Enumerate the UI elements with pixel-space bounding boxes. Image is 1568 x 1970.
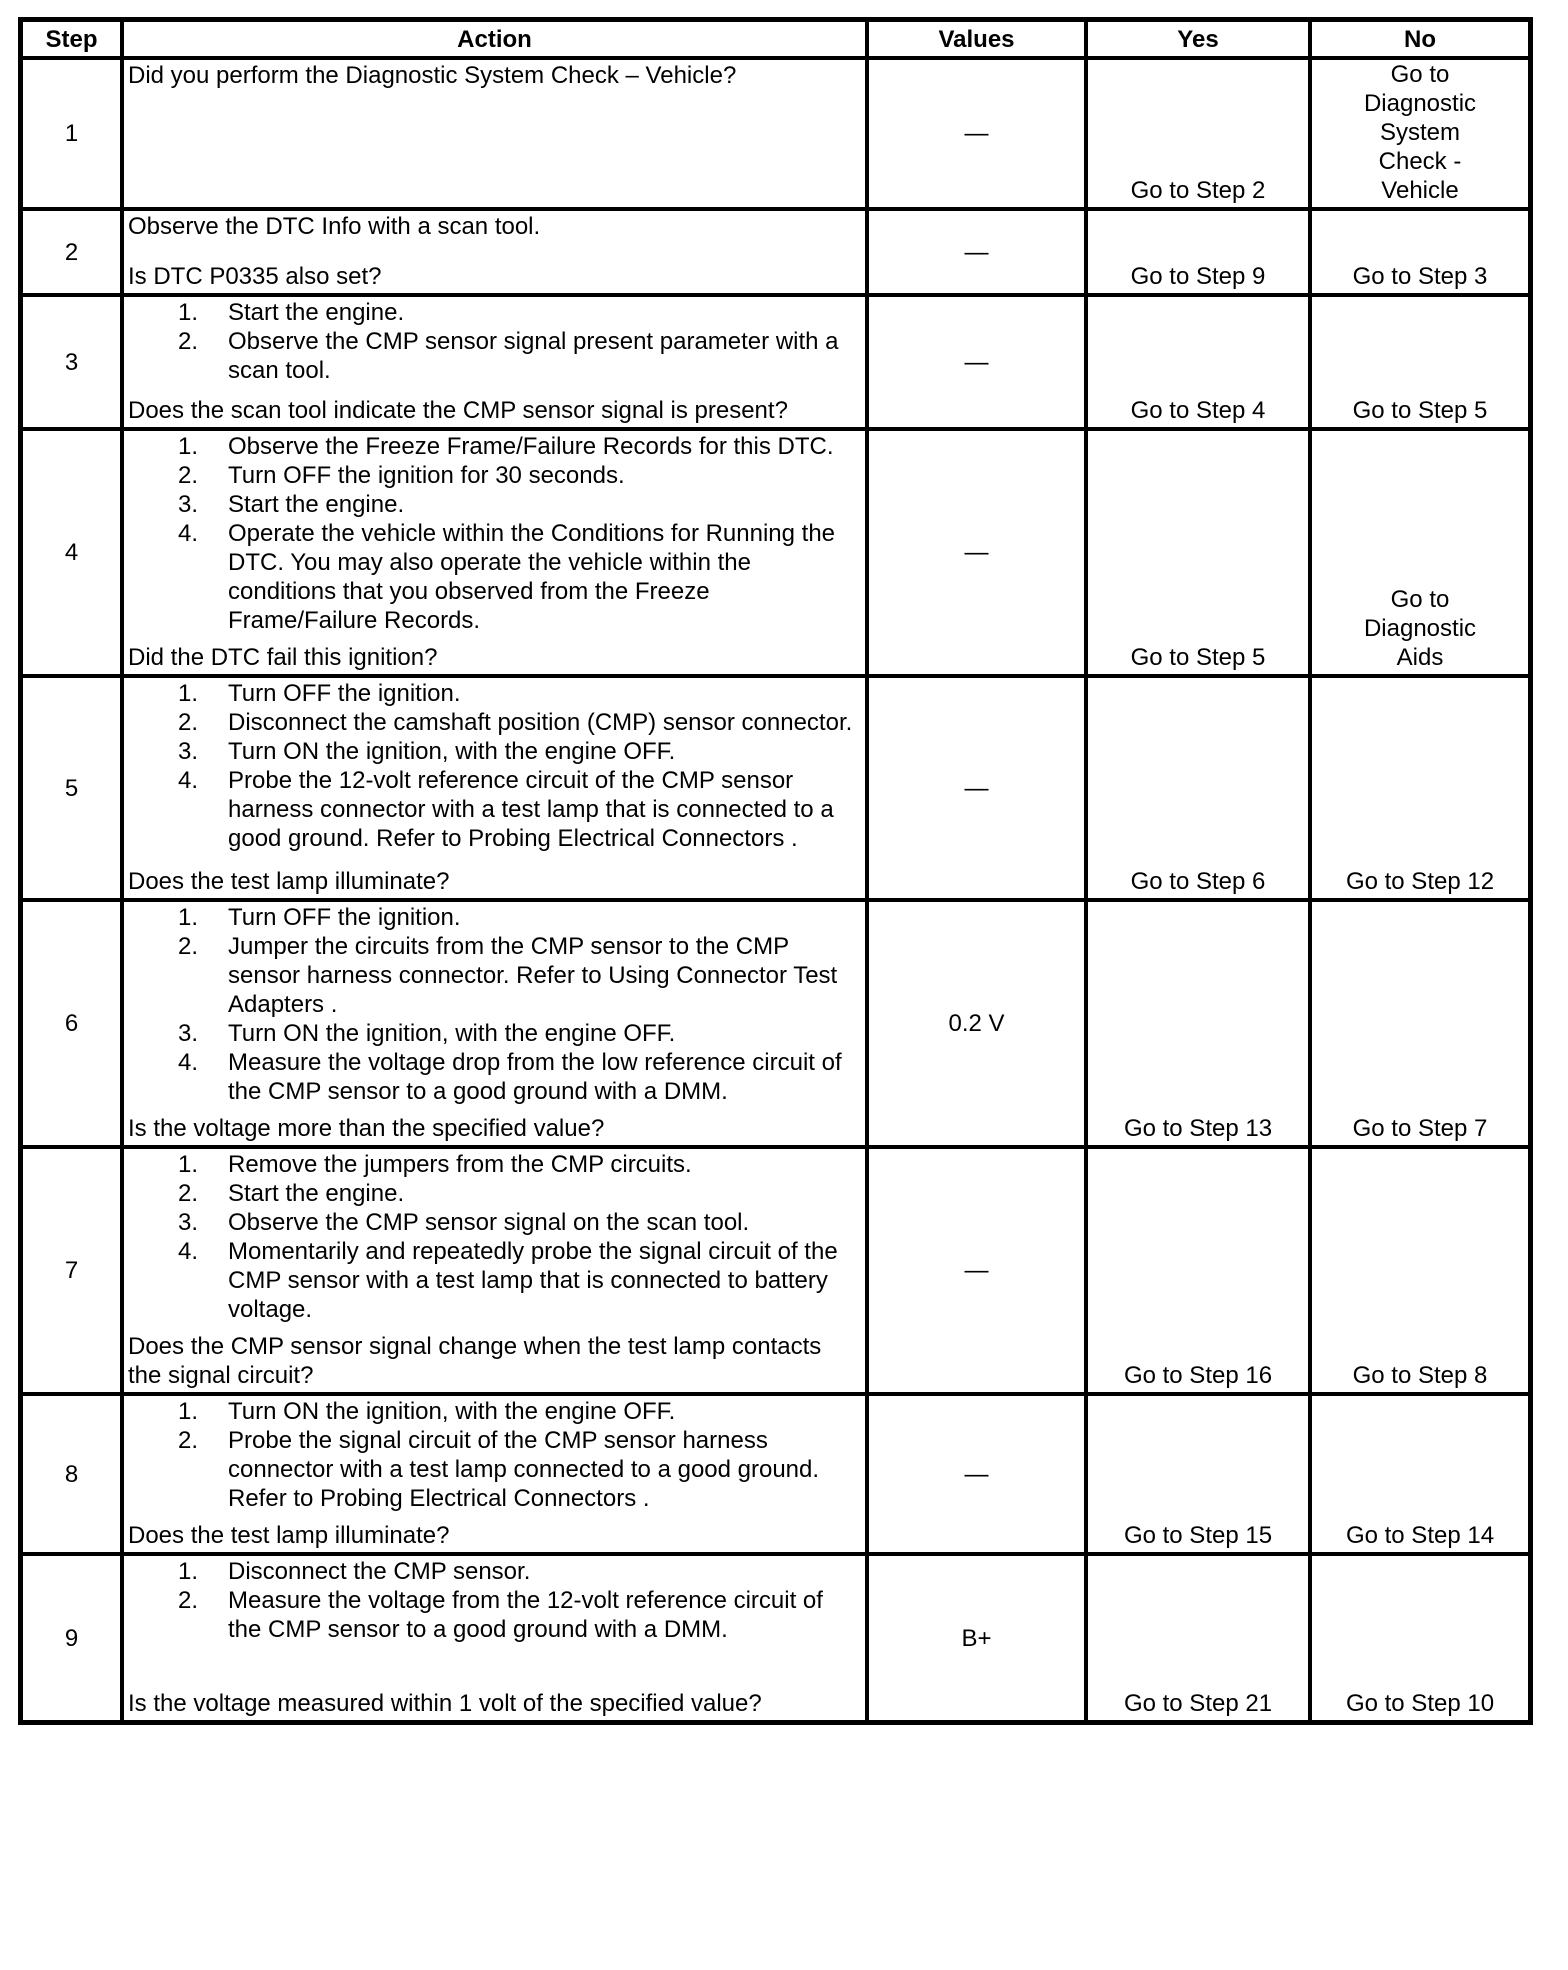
procedure-item-number: 2. — [178, 1180, 199, 1207]
step-number: 5 — [23, 678, 120, 898]
action-top — [128, 61, 861, 90]
procedure-item-text: Turn ON the ignition, with the engine OFF. — [228, 1398, 676, 1425]
procedure-list — [128, 432, 861, 635]
step-number: 2 — [23, 211, 120, 293]
procedure-item-number: 4. — [178, 767, 199, 794]
procedure-list — [128, 1557, 861, 1644]
no-cell-text: Go to Step 14 — [1345, 1522, 1495, 1549]
procedure-list — [128, 679, 861, 853]
procedure-item-number: 4. — [178, 1238, 199, 1265]
yes-cell: Go to Step 6 — [1088, 678, 1308, 898]
procedure-item — [128, 766, 861, 853]
action-question: Does the CMP sensor signal change when the test lamp contacts the signal circuit? — [128, 1333, 822, 1389]
no-cell — [1312, 431, 1528, 674]
action-cell — [124, 1149, 865, 1392]
procedure-item-text: Observe the CMP sensor signal present parameter with a scan tool. — [228, 328, 839, 384]
procedure-item — [128, 1048, 861, 1106]
action-top — [128, 432, 861, 635]
action-cell — [124, 1396, 865, 1552]
procedure-item-text: Turn OFF the ignition. — [228, 680, 461, 707]
procedure-item — [128, 903, 861, 932]
procedure-item-text: Turn OFF the ignition. — [228, 904, 461, 931]
action-question: Did the DTC fail this ignition? — [128, 644, 438, 671]
yes-cell: Go to Step 16 — [1088, 1149, 1308, 1392]
procedure-item — [128, 1557, 861, 1586]
values-cell: — — [869, 678, 1084, 898]
procedure-item-number: 2. — [178, 328, 199, 355]
action-cell — [124, 431, 865, 674]
procedure-list — [128, 298, 861, 385]
procedure-item-number: 3. — [178, 491, 199, 518]
procedure-item — [128, 1586, 861, 1644]
procedure-item-number: 1. — [178, 299, 199, 326]
table-row — [23, 1396, 1528, 1552]
action-question: Is DTC P0335 also set? — [128, 263, 382, 290]
no-cell-text: Go to Step 3 — [1352, 263, 1488, 290]
procedure-item — [128, 490, 861, 519]
no-cell — [1312, 1556, 1528, 1720]
action-cell — [124, 211, 865, 293]
header-row — [23, 22, 1528, 56]
step-number: 3 — [23, 297, 120, 427]
action-cell — [124, 678, 865, 898]
table-row — [23, 1556, 1528, 1720]
no-cell-text: Go to Step 10 — [1345, 1690, 1495, 1717]
table-row — [23, 678, 1528, 898]
table-row — [23, 1149, 1528, 1392]
procedure-item — [128, 1019, 861, 1048]
values-cell: — — [869, 1149, 1084, 1392]
action-question: Does the test lamp illuminate? — [128, 1522, 450, 1549]
no-cell — [1312, 211, 1528, 293]
values-cell: B+ — [869, 1556, 1084, 1720]
action-top — [128, 1150, 861, 1324]
procedure-item-number: 1. — [178, 1558, 199, 1585]
yes-cell: Go to Step 5 — [1088, 431, 1308, 674]
procedure-item-text: Momentarily and repeatedly probe the signal circuit of the CMP sensor with a test lamp that is connected to battery voltage. — [228, 1238, 838, 1323]
yes-cell: Go to Step 4 — [1088, 297, 1308, 427]
values-cell: — — [869, 211, 1084, 293]
no-cell-text: Go to Step 12 — [1345, 868, 1495, 895]
no-cell — [1312, 1149, 1528, 1392]
action-content — [128, 298, 861, 425]
values-cell: — — [869, 60, 1084, 207]
action-top — [128, 1397, 861, 1513]
action-question: Is the voltage more than the specified value? — [128, 1115, 605, 1142]
action-content — [128, 432, 861, 672]
header-no: No — [1312, 22, 1528, 56]
action-question: Is the voltage measured within 1 volt of the specified value? — [128, 1690, 762, 1717]
table-row — [23, 902, 1528, 1145]
procedure-item-text: Turn ON the ignition, with the engine OFF. — [228, 738, 676, 765]
procedure-item — [128, 1426, 861, 1513]
procedure-list — [128, 1397, 861, 1513]
diagnostic-table — [18, 17, 1533, 1725]
procedure-item-number: 3. — [178, 738, 199, 765]
no-cell-text: Go to Diagnostic Aids — [1363, 586, 1477, 671]
action-cell — [124, 1556, 865, 1720]
procedure-item — [128, 1237, 861, 1324]
action-content — [128, 1397, 861, 1550]
action-cell — [124, 297, 865, 427]
procedure-item — [128, 1397, 861, 1426]
action-top — [128, 212, 861, 241]
procedure-item — [128, 461, 861, 490]
procedure-item — [128, 298, 861, 327]
procedure-item-number: 2. — [178, 462, 199, 489]
values-cell: — — [869, 431, 1084, 674]
action-top — [128, 1557, 861, 1644]
procedure-item-number: 2. — [178, 1587, 199, 1614]
action-cell — [124, 60, 865, 207]
yes-cell: Go to Step 15 — [1088, 1396, 1308, 1552]
procedure-item — [128, 432, 861, 461]
procedure-item-text: Start the engine. — [228, 299, 405, 326]
no-cell — [1312, 60, 1528, 207]
procedure-item — [128, 708, 861, 737]
procedure-item-number: 4. — [178, 1049, 199, 1076]
procedure-item — [128, 1208, 861, 1237]
values-cell: — — [869, 297, 1084, 427]
step-number: 8 — [23, 1396, 120, 1552]
procedure-item-text: Turn ON the ignition, with the engine OFF. — [228, 1020, 676, 1047]
step-number: 9 — [23, 1556, 120, 1720]
procedure-item-text: Probe the signal circuit of the CMP sensor harness connector with a test lamp connected to a good ground. Refer to Probing Electrical Connectors . — [228, 1427, 820, 1512]
procedure-item-number: 1. — [178, 1398, 199, 1425]
action-top — [128, 903, 861, 1106]
procedure-item-text: Probe the 12-volt reference circuit of the CMP sensor harness connector with a test lamp that is connected to a good ground. Refer to Probing Electrical Connectors . — [228, 767, 834, 852]
procedure-item-text: Start the engine. — [228, 1180, 405, 1207]
header-step: Step — [23, 22, 120, 56]
table-row — [23, 211, 1528, 293]
procedure-item — [128, 932, 861, 1019]
table-row — [23, 60, 1528, 207]
procedure-item-number: 2. — [178, 709, 199, 736]
no-cell — [1312, 902, 1528, 1145]
procedure-item — [128, 1150, 861, 1179]
procedure-item — [128, 679, 861, 708]
procedure-list — [128, 903, 861, 1106]
procedure-item — [128, 327, 861, 385]
action-top — [128, 298, 861, 385]
no-cell-text: Go to Step 5 — [1352, 397, 1488, 424]
procedure-item-text: Measure the voltage drop from the low reference circuit of the CMP sensor to a good ground with a DMM. — [228, 1049, 842, 1105]
values-cell: — — [869, 1396, 1084, 1552]
no-cell — [1312, 1396, 1528, 1552]
procedure-item-number: 4. — [178, 520, 199, 547]
action-top — [128, 679, 861, 853]
procedure-item-text: Start the engine. — [228, 491, 405, 518]
yes-cell: Go to Step 9 — [1088, 211, 1308, 293]
procedure-item — [128, 1179, 861, 1208]
procedure-item — [128, 519, 861, 635]
procedure-item-text: Disconnect the CMP sensor. — [228, 1558, 531, 1585]
yes-cell: Go to Step 21 — [1088, 1556, 1308, 1720]
procedure-item-text: Observe the Freeze Frame/Failure Records for this DTC. — [228, 433, 834, 460]
values-cell: 0.2 V — [869, 902, 1084, 1145]
action-intro: Observe the DTC Info with a scan tool. — [128, 213, 541, 240]
procedure-item-text: Measure the voltage from the 12-volt reference circuit of the CMP sensor to a good ground with a DMM. — [228, 1587, 823, 1643]
procedure-item-text: Remove the jumpers from the CMP circuits. — [228, 1151, 692, 1178]
no-cell-text: Go to Diagnostic System Check - Vehicle — [1363, 61, 1477, 204]
action-content — [128, 1557, 861, 1718]
header-values: Values — [869, 22, 1084, 56]
action-content — [128, 1150, 861, 1390]
procedure-item-text: Operate the vehicle within the Conditions for Running the DTC. You may also operate the vehicle within the conditions that you observed from the Freeze Frame/Failure Records. — [228, 520, 836, 634]
yes-cell: Go to Step 2 — [1088, 60, 1308, 207]
action-question: Does the scan tool indicate the CMP sensor signal is present? — [128, 397, 788, 424]
header-yes: Yes — [1088, 22, 1308, 56]
step-number: 7 — [23, 1149, 120, 1392]
table-row — [23, 297, 1528, 427]
action-content — [128, 679, 861, 896]
action-cell — [124, 902, 865, 1145]
procedure-item-text: Disconnect the camshaft position (CMP) sensor connector. — [228, 709, 853, 736]
no-cell — [1312, 678, 1528, 898]
procedure-item-number: 3. — [178, 1209, 199, 1236]
table-row — [23, 431, 1528, 674]
procedure-item-number: 1. — [178, 433, 199, 460]
procedure-list — [128, 1150, 861, 1324]
procedure-item-text: Observe the CMP sensor signal on the scan tool. — [228, 1209, 750, 1236]
action-content — [128, 61, 861, 205]
procedure-item-number: 1. — [178, 680, 199, 707]
procedure-item-text: Jumper the circuits from the CMP sensor to the CMP sensor harness connector. Refer to Using Connector Test Adapters . — [228, 933, 838, 1018]
procedure-item-number: 1. — [178, 1151, 199, 1178]
procedure-item-text: Turn OFF the ignition for 30 seconds. — [228, 462, 625, 489]
procedure-item-number: 2. — [178, 933, 199, 960]
no-cell-text: Go to Step 7 — [1352, 1115, 1488, 1142]
step-number: 1 — [23, 60, 120, 207]
procedure-item-number: 2. — [178, 1427, 199, 1454]
procedure-item-number: 1. — [178, 904, 199, 931]
procedure-item — [128, 737, 861, 766]
action-intro: Did you perform the Diagnostic System Check – Vehicle? — [128, 62, 737, 89]
no-cell — [1312, 297, 1528, 427]
procedure-item-number: 3. — [178, 1020, 199, 1047]
no-cell-text: Go to Step 8 — [1352, 1362, 1488, 1389]
step-number: 6 — [23, 902, 120, 1145]
yes-cell: Go to Step 13 — [1088, 902, 1308, 1145]
action-content — [128, 212, 861, 291]
action-content — [128, 903, 861, 1143]
action-question: Does the test lamp illuminate? — [128, 868, 450, 895]
step-number: 4 — [23, 431, 120, 674]
header-action: Action — [124, 22, 865, 56]
